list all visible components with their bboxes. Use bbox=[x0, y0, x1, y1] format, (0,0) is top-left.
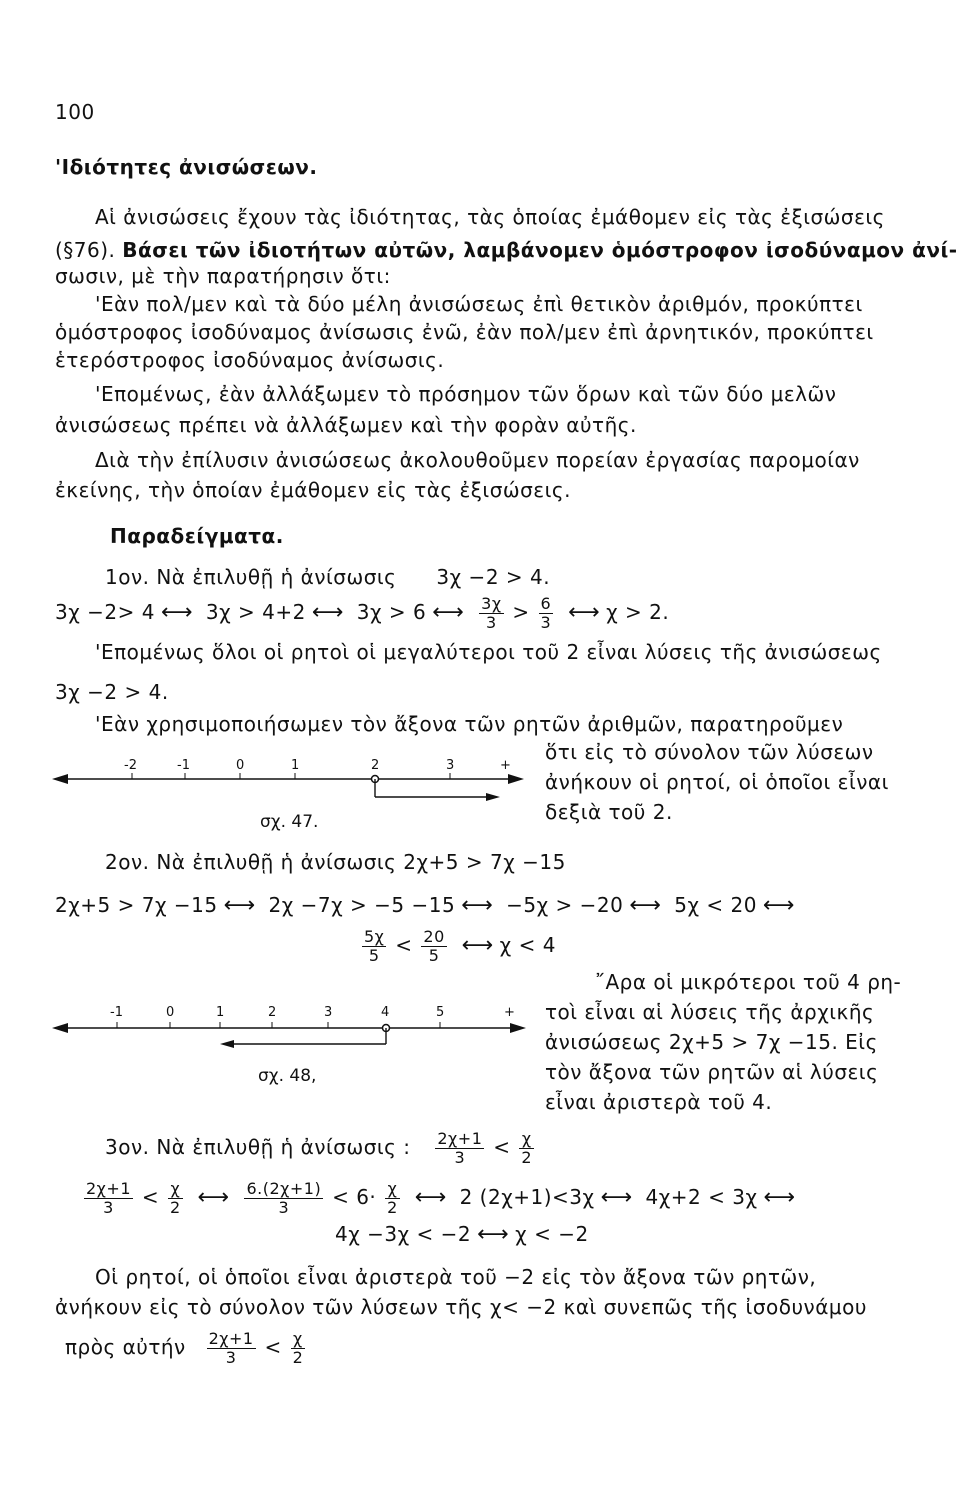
intro-line: ἐκείνης, τὴν ὁποίαν ἐμάθομεν εἰς τὰς ἐξισώσεις. bbox=[55, 478, 571, 502]
ex1-side-text: ὅτι εἰς τὸ σύνολον τῶν λύσεων bbox=[545, 740, 874, 764]
fig48-tick-label: 4 bbox=[381, 1005, 390, 1020]
fig47-tick-label: 1 bbox=[291, 758, 300, 773]
fig47-tick-label: -2 bbox=[124, 758, 137, 773]
ex2-side-text: εἶναι ἀριστερὰ τοῦ 4. bbox=[545, 1090, 773, 1114]
intro-line: (§76). Βάσει τῶν ἰδιοτήτων αὐτῶν, λαμβάνομεν ὁμόστροφον ἰσοδύναμον ἀνί- bbox=[55, 238, 958, 262]
fig47-tick-label: 2 bbox=[371, 758, 380, 773]
fig47-tick-label: + bbox=[500, 758, 511, 773]
ex1-label: 1ον. Νὰ ἐπιλυθῇ ἡ ἀνίσωσις 3χ −2 > 4. bbox=[105, 565, 551, 589]
intro-line: Διὰ τὴν ἐπίλυσιν ἀνισώσεως ἀκολουθοῦμεν πορείαν ἐργασίας παρομοίαν bbox=[95, 448, 860, 472]
fig47-tick-label: 3 bbox=[446, 758, 455, 773]
ex3-solution: $\frac{2\chi+1}{3}$ < $\frac{\chi}{2}$ ⟷ $\frac{6.(2\chi+1)}{3}$ < 6· $\frac{\chi}{2}$ ⟷ 2 (2χ+1)<3χ ⟷ 4χ+2 < 3χ ⟷ bbox=[86, 1179, 796, 1217]
intro-line: 'Επομένως, ἐὰν ἀλλάξωμεν τὸ πρόσημον τῶν ὅρων καὶ τῶν δύο μελῶν bbox=[95, 382, 837, 406]
ex3-conclusion: ἀνήκουν εἰς τὸ σύνολον τῶν λύσεων τῆς χ< −2 καὶ συνεπῶς τῆς ἰσοδυνάμου bbox=[55, 1295, 867, 1319]
ex1-side-text: δεξιὰ τοῦ 2. bbox=[545, 800, 673, 824]
fig47-tick-label: 0 bbox=[236, 758, 245, 773]
ex2-side-text: ἀνισώσεως 2χ+5 > 7χ −15. Εἰς bbox=[545, 1030, 878, 1054]
ex2-solution-2: $\frac{5\chi}{5}$ < $\frac{20}{5}$ ⟷ χ < 4 bbox=[364, 927, 556, 965]
fig48-caption: σχ. 48, bbox=[258, 1066, 317, 1086]
ex2-solution: 2χ+5 > 7χ −15 ⟷ 2χ −7χ > −5 −15 ⟷ −5χ > −20 ⟷ 5χ < 20 ⟷ bbox=[55, 893, 795, 918]
fig48-tick-label: 5 bbox=[436, 1005, 445, 1020]
section-title: 'Ιδιότητες ἀνισώσεων. bbox=[55, 155, 318, 179]
fig48-tick-label: + bbox=[504, 1005, 515, 1020]
fig48-tick-label: 3 bbox=[324, 1005, 333, 1020]
page-number: 100 bbox=[55, 100, 95, 124]
intro-line: Αἱ ἀνισώσεις ἔχουν τὰς ἰδιότητας, τὰς ὁποίας ἐμάθομεν εἰς τὰς ἐξισώσεις bbox=[95, 205, 885, 229]
ex3-solution-2: 4χ −3χ < −2 ⟷ χ < −2 bbox=[335, 1222, 589, 1247]
ex2-side-text: τοὶ εἶναι αἱ λύσεις τῆς ἀρχικῆς bbox=[545, 1000, 875, 1024]
number-line-fig47 bbox=[50, 755, 530, 815]
number-line-fig48 bbox=[50, 1000, 530, 1060]
ex1-solution: 3χ −2> 4 ⟷ 3χ > 4+2 ⟷ 3χ > 6 ⟷ $\frac{3\chi}{3}$ > $\frac{6}{3}$ ⟷ χ > 2. bbox=[55, 594, 670, 632]
intro-line: 'Εὰν πολ/μεν καὶ τὰ δύο μέλη ἀνισώσεως ἐπὶ θετικὸν ἀριθμόν, προκύπτει bbox=[95, 292, 863, 316]
fig48-tick-label: -1 bbox=[110, 1005, 123, 1020]
intro-line: ὁμόστροφος ἰσοδύναμος ἀνίσωσις ἐνῶ, ἐὰν πολ/μεν ἐπὶ ἀρνητικόν, προκύπτει bbox=[55, 320, 874, 344]
ex1-conclusion: 'Επομένως ὅλοι οἱ ρητοὶ οἱ μεγαλύτεροι τοῦ 2 εἶναι λύσεις τῆς ἀνισώσεως bbox=[95, 640, 882, 664]
fig48-tick-label: 2 bbox=[268, 1005, 277, 1020]
ex3-conclusion: Οἱ ρητοί, οἱ ὁποῖοι εἶναι ἀριστερὰ τοῦ −2 εἰς τὸν ἄξονα τῶν ρητῶν, bbox=[95, 1265, 817, 1289]
ex3-label: 3ον. Νὰ ἐπιλυθῇ ἡ ἀνίσωσις : $\frac{2\chi+1}{3}$ < $\frac{\chi}{2}$ bbox=[105, 1129, 533, 1167]
ex2-side-text: ῎Αρα οἱ μικρότεροι τοῦ 4 ρη- bbox=[595, 970, 902, 994]
intro-line: ἑτερόστροφος ἰσοδύναμος ἀνίσωσις. bbox=[55, 348, 445, 372]
ex1-side-text: ἀνήκουν οἱ ρητοί, οἱ ὁποῖοι εἶναι bbox=[545, 770, 889, 794]
ex1-conclusion: 3χ −2 > 4. bbox=[55, 680, 169, 704]
ex3-conclusion: πρὸς αὐτήν $\frac{2\chi+1}{3}$ < $\frac{\chi}{2}$ bbox=[65, 1329, 304, 1367]
ex2-label: 2ον. Νὰ ἐπιλυθῇ ἡ ἀνίσωσις 2χ+5 > 7χ −15 bbox=[105, 850, 566, 874]
fig47-tick-label: -1 bbox=[177, 758, 190, 773]
fig48-tick-label: 1 bbox=[216, 1005, 225, 1020]
fig47-caption: σχ. 47. bbox=[260, 812, 319, 832]
ex1-conclusion: 'Εὰν χρησιμοποιήσωμεν τὸν ἄξονα τῶν ρητῶν ἀριθμῶν, παρατηροῦμεν bbox=[95, 712, 844, 736]
ex2-side-text: τὸν ἄξονα τῶν ρητῶν αἱ λύσεις bbox=[545, 1060, 879, 1084]
examples-heading: Παραδείγματα. bbox=[110, 524, 284, 548]
intro-line: σωσιν, μὲ τὴν παρατήρησιν ὅτι: bbox=[55, 264, 391, 288]
fig48-ticks bbox=[110, 1005, 515, 1028]
intro-line: ἀνισώσεως πρέπει νὰ ἀλλάξωμεν καὶ τὴν φορὰν αὐτῆς. bbox=[55, 413, 637, 437]
fig48-tick-label: 0 bbox=[166, 1005, 175, 1020]
fig47-ticks bbox=[124, 758, 511, 779]
